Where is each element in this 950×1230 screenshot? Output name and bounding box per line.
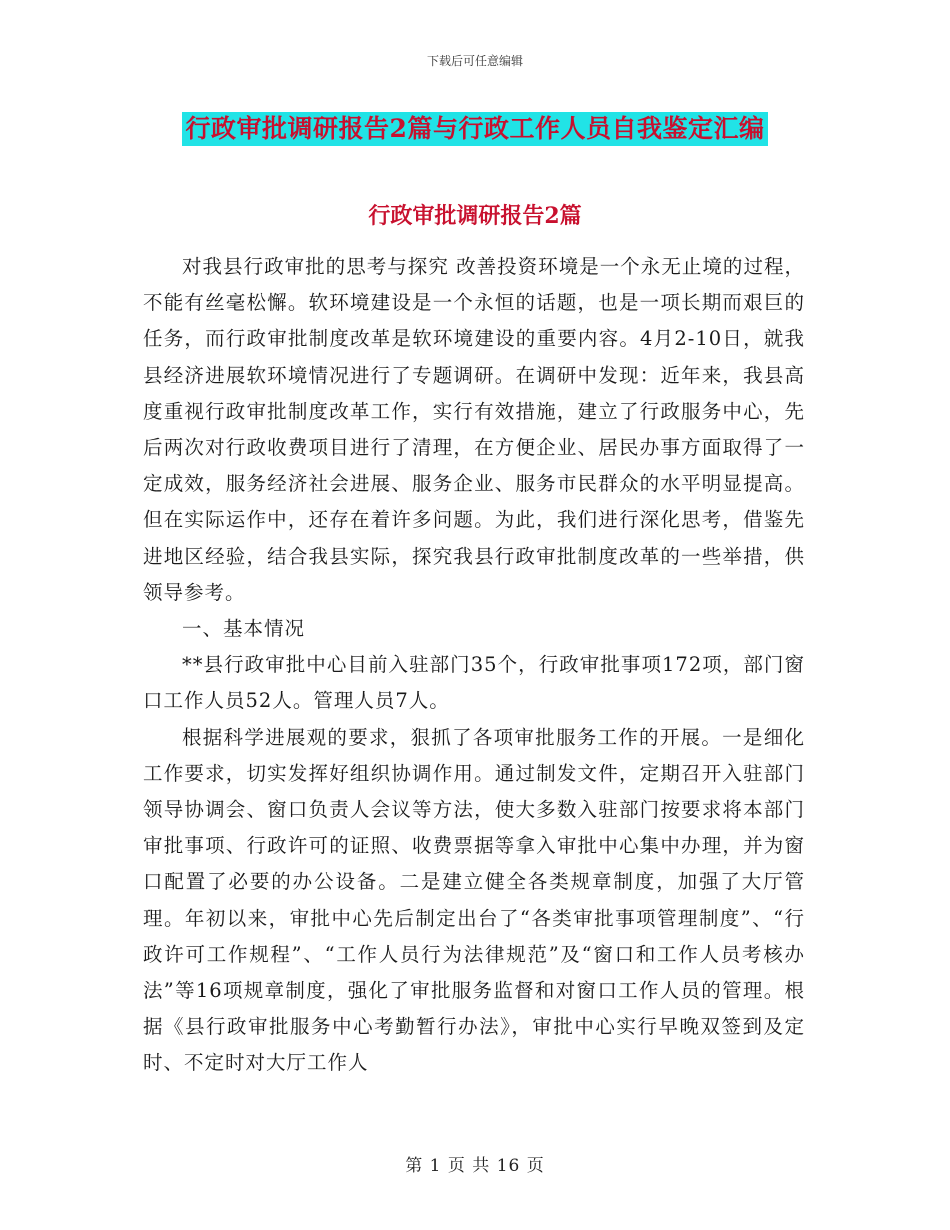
section-title: 行政审批调研报告2篇: [368, 203, 582, 229]
document-body: [143, 249, 805, 1082]
page-header-note: 下载后可任意编辑: [426, 54, 523, 68]
body-paragraph-overview: **县行政审批中心目前入驻部门35个，行政审批事项172项，部门窗口工作人员52人。管理人员7人。: [143, 653, 805, 713]
body-paragraph-intro: 对我县行政审批的思考与探究 改善投资环境是一个永无止境的过程，不能有丝毫松懈。软环境建设是一个永恒的话题，也是一项长期而艰巨的任务，而行政审批制度改革是软环境建设的重要内容。4月2-10日，就我县经济进展软环境情况进行了专题调研。在调研中发现：近年来，我县高度重视行政审批制度改革工作，实行有效措施，建立了行政服务中心，先后两次对行政收费项目进行了清理，在方便企业、居民办事方面取得了一定成效，服务经济社会进展、服务企业、服务市民群众的水平明显提高。但在实际运作中，还存在着许多问题。为此，我们进行深化思考，借鉴先进地区经验，结合我县实际，探究我县行政审批制度改革的一些举措，供领导参考。: [143, 255, 805, 604]
body-paragraph-details: 根据科学进展观的要求，狠抓了各项审批服务工作的开展。一是细化工作要求，切实发挥好组织协调作用。通过制发文件，定期召开入驻部门领导协调会、窗口负责人会议等方法，使大多数入驻部门按要求将本部门审批事项、行政许可的证照、收费票据等拿入审批中心集中办理，并为窗口配置了必要的办公设备。二是建立健全各类规章制度，加强了大厅管理。年初以来，审批中心先后制定出台了“各类审批事项管理制度”、“行政许可工作规程”、“工作人员行为法律规范”及“窗口和工作人员考核办法”等16项规章制度，强化了审批服务监督和对窗口工作人员的管理。根据《县行政审批服务中心考勤暂行办法》，审批中心实行早晚双签到及定时、不定时对大厅工作人: [143, 725, 805, 1075]
page-footer-number: 第 1 页 共 16 页: [405, 1156, 545, 1176]
body-paragraph-heading: 一、基本情况: [182, 617, 306, 641]
document-title: 行政审批调研报告2篇与行政工作人员自我鉴定汇编: [182, 112, 769, 146]
document-title-wrap: [0, 112, 950, 146]
